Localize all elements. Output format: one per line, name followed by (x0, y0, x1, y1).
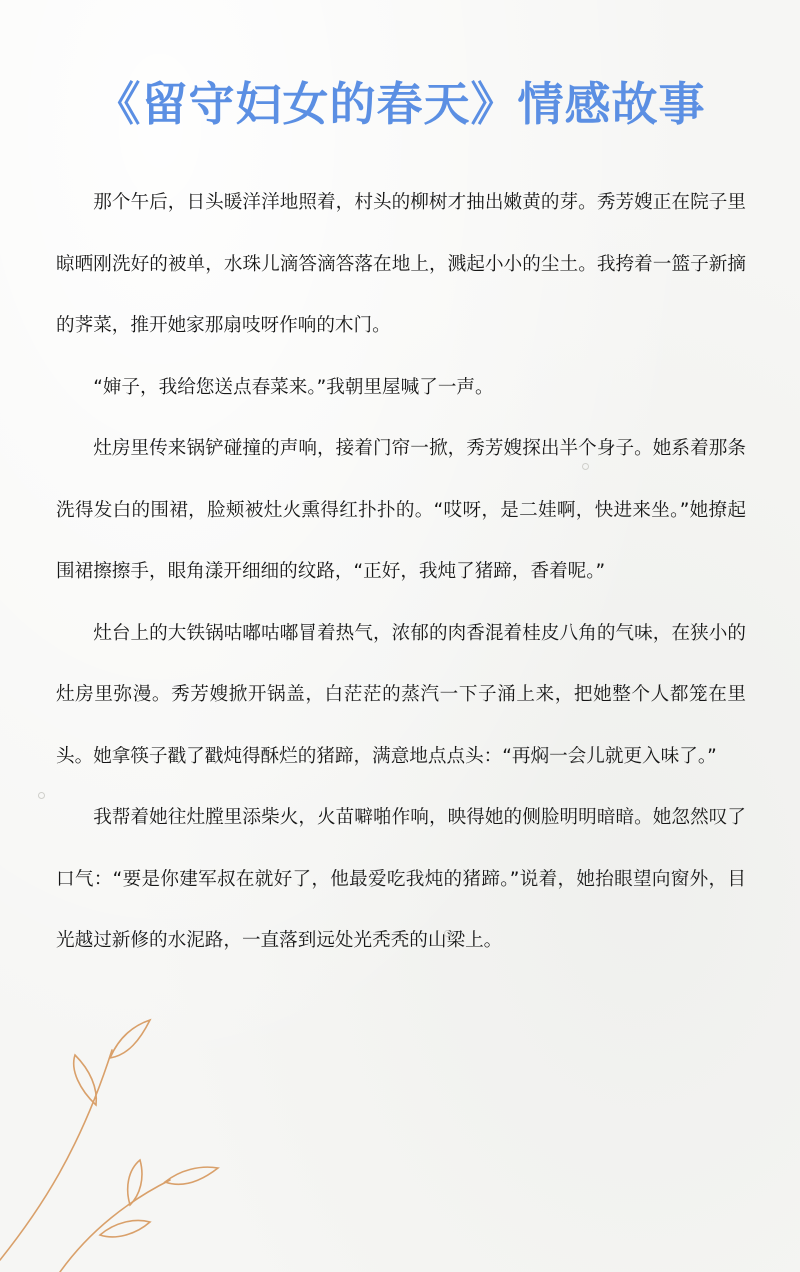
paragraph: 灶房里传来锅铲碰撞的声响，接着门帘一掀，秀芳嫂探出半个身子。她系着那条洗得发白的围裙，脸颊被灶火熏得红扑扑的。“哎呀，是二娃啊，快进来坐。”她撩起围裙擦擦手，眼角漾开细细的纹路，“正好，我炖了猪蹄，香着呢。” (56, 438, 746, 582)
paragraph: “婶子，我给您送点春菜来。”我朝里屋喊了一声。 (93, 376, 494, 398)
paragraph: 那个午后，日头暖洋洋地照着，村头的柳树才抽出嫩黄的芽。秀芳嫂正在院子里晾晒刚洗好的被单，水珠儿滴答滴答落在地上，溅起小小的尘土。我挎着一篮子新摘的荠菜，推开她家那扇吱呀作响的木门。 (56, 192, 746, 336)
paper-speck (38, 792, 45, 799)
paper-speck (582, 463, 589, 470)
paper-speck (444, 930, 451, 937)
page-title: 《留守妇女的春天》情感故事 (94, 77, 706, 131)
branch-sketch-icon (0, 1010, 240, 1272)
paragraph: 我帮着她往灶膛里添柴火，火苗噼啪作响，映得她的侧脸明明暗暗。她忽然叹了口气：“要是你建军叔在就好了，他最爱吃我炖的猪蹄。”说着，她抬眼望向窗外，目光越过新修的水泥路，一直落到远处光秃秃的山梁上。 (56, 807, 746, 951)
paragraph: 灶台上的大铁锅咕嘟咕嘟冒着热气，浓郁的肉香混着桂皮八角的气味，在狭小的灶房里弥漫。秀芳嫂掀开锅盖，白茫茫的蒸汽一下子涌上来，把她整个人都笼在里头。她拿筷子戳了戳炖得酥烂的猪蹄，满意地点点头：“再焖一会儿就更入味了。” (56, 622, 746, 767)
story-body (56, 172, 746, 972)
